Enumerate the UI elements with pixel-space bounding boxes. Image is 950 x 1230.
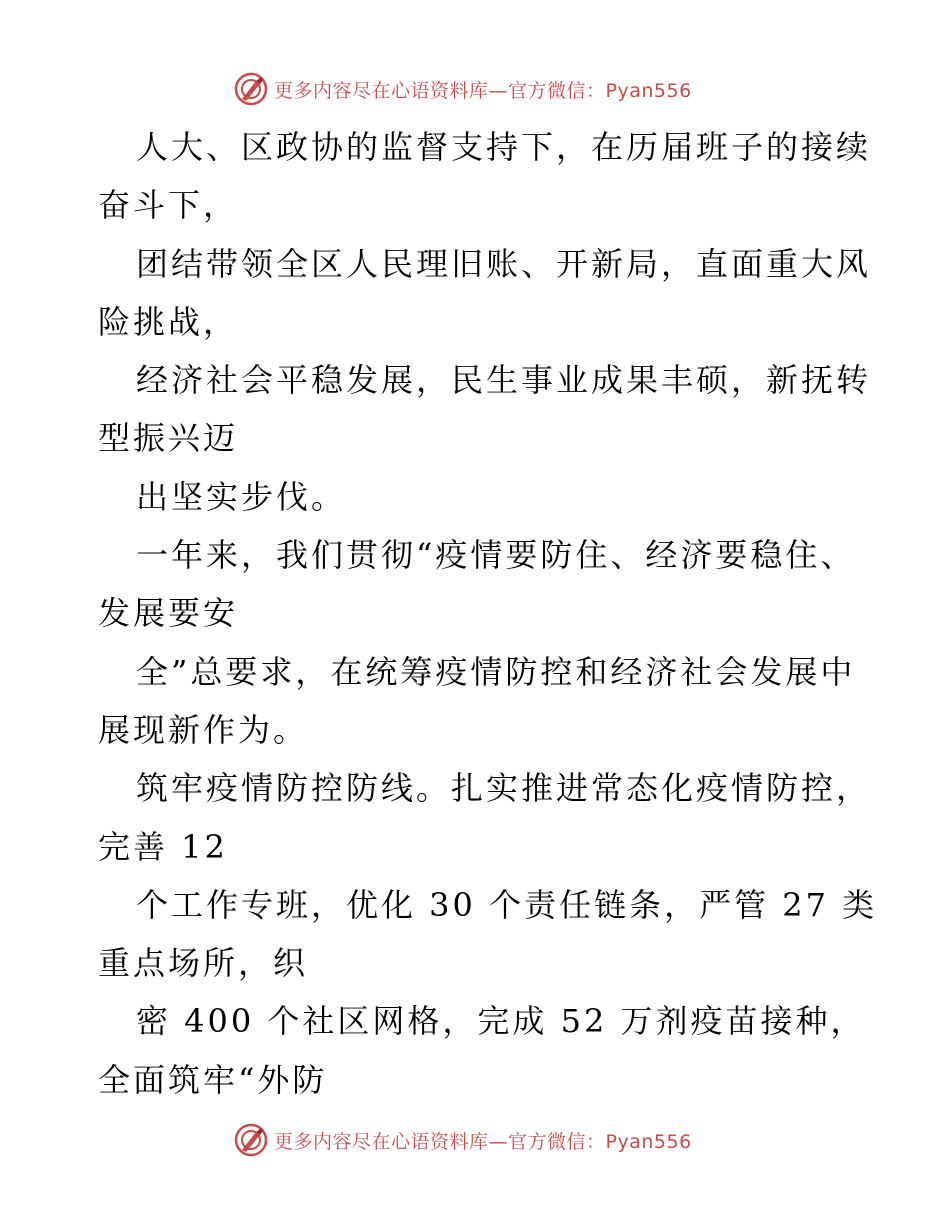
text-line: 重点场所，织 bbox=[98, 944, 309, 983]
header-banner-text: 更多内容尽在心语资料库—官方微信：Pyan556 bbox=[274, 79, 692, 102]
text-line: 经济社会平稳发展，民生事业成果丰硕，新抚转 bbox=[136, 361, 872, 400]
text-line: 个工作专班，优化 30 个责任链条，严管 27 类 bbox=[136, 885, 878, 924]
text-line: 展现新作为。 bbox=[98, 710, 309, 749]
text-line: 全”总要求，在统筹疫情防控和经济社会发展中 bbox=[136, 652, 856, 691]
text-line: 团结带领全区人民理旧账、开新局，直面重大风 bbox=[136, 244, 872, 283]
text-line: 发展要安 bbox=[98, 594, 239, 633]
text-line: 密 400 个社区网格，完成 52 万剂疫苗接种， bbox=[136, 1002, 866, 1041]
document-body bbox=[98, 118, 878, 1109]
header-watermark-banner bbox=[234, 72, 754, 106]
text-line: 奋斗下， bbox=[98, 186, 239, 225]
text-line: 人大、区政协的监督支持下，在历届班子的接续 bbox=[136, 128, 872, 166]
text-line: 完善 12 bbox=[98, 827, 228, 866]
text-line: 全面筑牢“外防 bbox=[98, 1060, 328, 1099]
text-line: 出坚实步伐。 bbox=[136, 477, 347, 516]
logo-icon bbox=[234, 72, 268, 106]
logo-icon bbox=[234, 1123, 268, 1157]
text-line: 一年来，我们贯彻“疫情要防住、经济要稳住、 bbox=[136, 536, 856, 575]
footer-banner-text: 更多内容尽在心语资料库—官方微信：Pyan556 bbox=[274, 1130, 692, 1153]
text-line: 险挑战， bbox=[98, 302, 239, 341]
text-line: 筑牢疫情防控防线。扎实推进常态化疫情防控， bbox=[136, 769, 872, 808]
footer-watermark-banner bbox=[234, 1123, 754, 1157]
text-line: 型振兴迈 bbox=[98, 419, 239, 458]
